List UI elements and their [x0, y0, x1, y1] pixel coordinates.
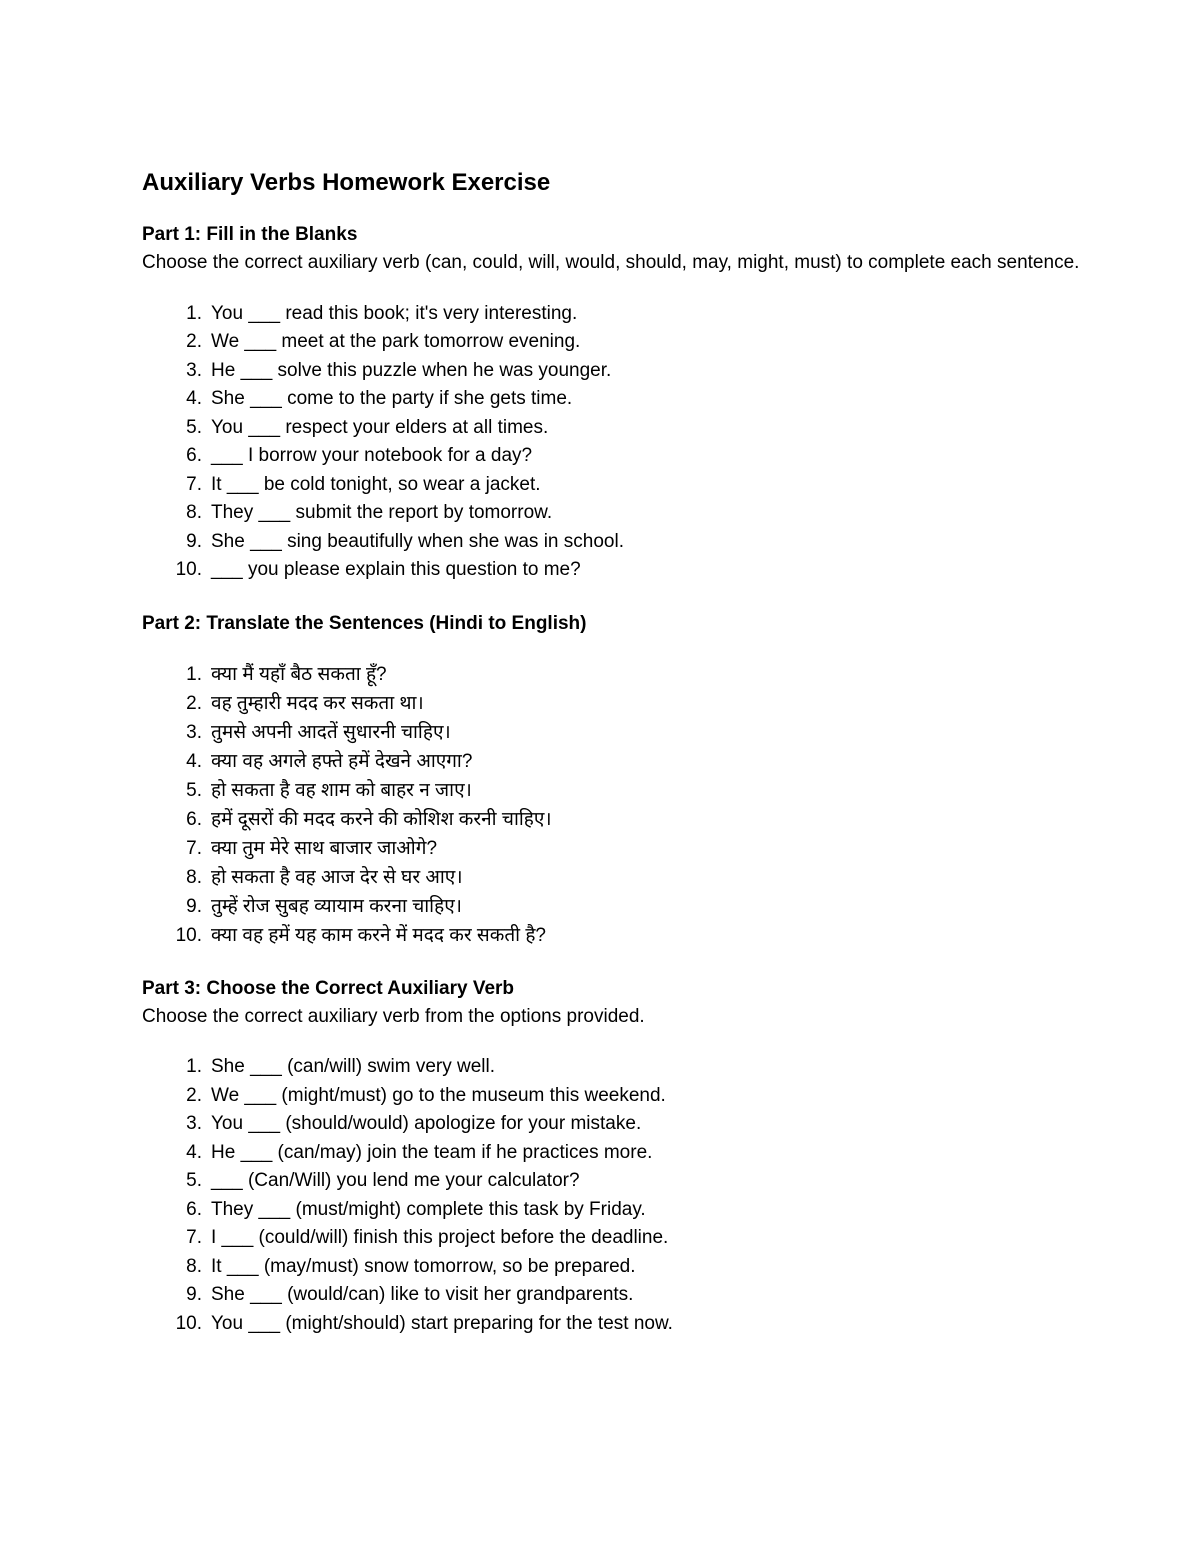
list-item: [142, 1139, 1082, 1168]
list-item: [142, 1110, 1082, 1139]
item-number: 3.: [186, 359, 202, 381]
list-item: [142, 528, 1082, 557]
list-item: [142, 747, 1082, 776]
list-item: [142, 892, 1082, 921]
list-item: [142, 805, 1082, 834]
item-text: She ___ (can/will) swim very well.: [211, 1056, 496, 1077]
item-text: You ___ (might/should) start preparing for the test now.: [211, 1312, 673, 1334]
list-item: [142, 499, 1082, 528]
item-text: क्या वह हमें यह काम करने में मदद कर सकती है?: [211, 924, 546, 946]
item-text: क्या मैं यहाँ बैठ सकता हूँ?: [211, 663, 387, 685]
item-number: 1.: [186, 1056, 202, 1077]
part-2-section: [142, 610, 1082, 950]
list-item: [142, 556, 1082, 585]
item-text: क्या वह अगले हफ्ते हमें देखने आएगा?: [211, 750, 473, 772]
item-number: 3.: [186, 721, 202, 743]
item-number: 8.: [186, 1255, 202, 1277]
list-item: [142, 1310, 1082, 1339]
item-number: 2.: [186, 331, 202, 352]
part-3-list: [142, 1053, 1082, 1338]
item-number: 7.: [186, 1227, 202, 1248]
item-text: We ___ meet at the park tomorrow evening.: [211, 331, 581, 352]
list-item: [142, 442, 1082, 471]
item-text: तुम्हें रोज सुबह व्यायाम करना चाहिए।: [211, 895, 462, 917]
item-number: 6.: [186, 808, 202, 830]
list-item: [142, 863, 1082, 892]
item-text: हो सकता है वह आज देर से घर आए।: [211, 866, 463, 888]
list-item: [142, 1281, 1082, 1310]
item-text: He ___ solve this puzzle when he was younger.: [211, 359, 612, 381]
part-1-heading: Part 1: Fill in the Blanks: [142, 224, 358, 245]
item-text: You ___ (should/would) apologize for your mistake.: [211, 1113, 642, 1134]
item-number: 8.: [186, 866, 202, 888]
item-text: You ___ read this book; it's very interesting.: [211, 302, 578, 324]
item-number: 5.: [186, 1170, 202, 1191]
item-text: I ___ (could/will) finish this project before the deadline.: [211, 1227, 669, 1248]
part-1-list: [142, 300, 1082, 585]
list-item: [142, 1196, 1082, 1225]
part-2-list: [142, 660, 1082, 950]
list-item: [142, 1167, 1082, 1196]
list-item: [142, 776, 1082, 805]
item-number: 9.: [186, 530, 202, 552]
item-number: 6.: [186, 1198, 202, 1220]
part-3-section: [142, 975, 1082, 1339]
list-item: [142, 718, 1082, 747]
item-text: तुमसे अपनी आदतें सुधारनी चाहिए।: [211, 721, 451, 743]
list-item: [142, 328, 1082, 357]
item-text: She ___ sing beautifully when she was in school.: [211, 530, 624, 552]
item-number: 7.: [186, 837, 202, 859]
item-number: 9.: [186, 895, 202, 917]
list-item: [142, 1253, 1082, 1282]
list-item: [142, 660, 1082, 689]
item-number: 4.: [186, 388, 202, 409]
item-text: It ___ be cold tonight, so wear a jacket.: [211, 473, 541, 495]
item-text: ___ you please explain this question to me?: [211, 559, 581, 580]
item-text: हमें दूसरों की मदद करने की कोशिश करनी चाहिए।: [211, 808, 552, 830]
list-item: [142, 414, 1082, 443]
list-item: [142, 357, 1082, 386]
item-text: It ___ (may/must) snow tomorrow, so be prepared.: [211, 1255, 636, 1277]
item-text: ___ I borrow your notebook for a day?: [211, 445, 533, 466]
item-text: ___ (Can/Will) you lend me your calculator?: [211, 1170, 580, 1191]
list-item: [142, 471, 1082, 500]
item-number: 4.: [186, 750, 202, 772]
list-item: [142, 300, 1082, 329]
item-text: हो सकता है वह शाम को बाहर न जाए।: [211, 779, 472, 801]
item-text: वह तुम्हारी मदद कर सकता था।: [211, 692, 424, 714]
item-number: 10.: [175, 1312, 202, 1334]
list-item: [142, 385, 1082, 414]
item-text: She ___ come to the party if she gets time.: [211, 388, 573, 409]
item-number: 3.: [186, 1113, 202, 1134]
item-number: 5.: [186, 416, 202, 438]
item-number: 1.: [186, 663, 202, 685]
list-item: [142, 1224, 1082, 1253]
item-number: 9.: [186, 1284, 202, 1305]
item-text: You ___ respect your elders at all times.: [211, 416, 549, 438]
document-page: [142, 166, 1082, 1338]
item-number: 8.: [186, 502, 202, 523]
item-text: They ___ (must/might) complete this task by Friday.: [211, 1198, 646, 1220]
item-number: 10.: [175, 559, 202, 580]
item-text: He ___ (can/may) join the team if he practices more.: [211, 1141, 653, 1163]
list-item: [142, 689, 1082, 718]
item-number: 2.: [186, 1084, 202, 1106]
item-text: They ___ submit the report by tomorrow.: [211, 502, 553, 523]
part-1-section: [142, 221, 1082, 585]
item-text: क्या तुम मेरे साथ बाजार जाओगे?: [211, 837, 438, 859]
list-item: [142, 834, 1082, 863]
part-1-instruction: Choose the correct auxiliary verb (can, could, will, would, should, may, might, must) to complete each sentence.: [142, 252, 1080, 273]
list-item: [142, 1053, 1082, 1082]
item-text: We ___ (might/must) go to the museum this weekend.: [211, 1084, 666, 1106]
item-number: 4.: [186, 1141, 202, 1163]
item-number: 2.: [186, 692, 202, 714]
part-3-instruction: Choose the correct auxiliary verb from the options provided.: [142, 1005, 645, 1027]
list-item: [142, 1082, 1082, 1111]
part-3-heading: Part 3: Choose the Correct Auxiliary Verb: [142, 977, 515, 999]
part-2-heading: Part 2: Translate the Sentences (Hindi to English): [142, 612, 587, 634]
list-item: [142, 921, 1082, 950]
item-number: 5.: [186, 779, 202, 801]
item-number: 1.: [186, 302, 202, 324]
item-number: 6.: [186, 445, 202, 466]
item-text: She ___ (would/can) like to visit her grandparents.: [211, 1284, 634, 1305]
document-title: Auxiliary Verbs Homework Exercise: [142, 169, 551, 196]
item-number: 10.: [175, 924, 202, 946]
item-number: 7.: [186, 473, 202, 495]
